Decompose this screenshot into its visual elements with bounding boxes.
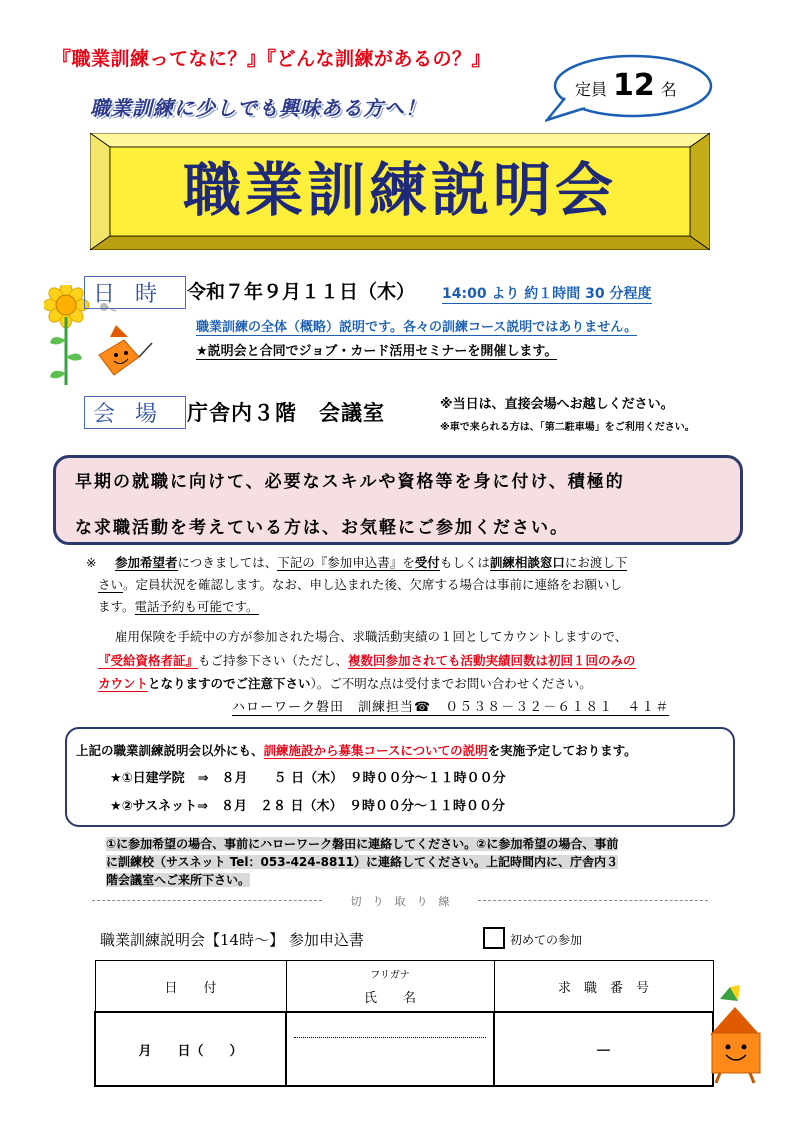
contact-info: ハローワーク磐田 訓練担当☎ ０５３８－３２－６１８１ ４１＃ — [232, 696, 669, 716]
cut-line-right — [478, 900, 708, 901]
callout-line-1: 早期の就職に向けて、必要なスキルや資格等を身に付け、積極的 — [75, 472, 625, 492]
capacity: 定員 12 名 — [575, 68, 677, 103]
venue: 庁舎内３階 会議室 — [187, 401, 385, 425]
form-title: 職業訓練説明会【14時～】 参加申込書 — [100, 931, 364, 949]
extra-intro: 上記の職業訓練説明会以外にも、訓練施設から募集コースについての説明を実施予定しております。 — [76, 743, 637, 758]
first-time-checkbox[interactable] — [483, 927, 505, 949]
parking-note: ※車で来られる方は、「第二駐車場」をご利用ください。 — [440, 422, 695, 433]
extra-session-2: ★②サスネット⇒ ８月 ２８ 日（木） ９時００分～１１時００分 — [110, 799, 506, 814]
seminar-note: ★説明会と合同でジョブ・カード活用セミナーを開催します。 — [196, 340, 557, 360]
first-time-label: 初めての参加 — [510, 933, 583, 947]
mascot-icon — [690, 985, 780, 1085]
col-jobno-header: 求 職 番 号 — [494, 961, 713, 1013]
cut-line-label: 切 り 取 り 線 — [350, 895, 450, 908]
callout-line-2: な求職活動を考えている方は、お気軽にご参加ください。 — [75, 518, 569, 538]
notes-line-5: 『受給資格者証』もご持参下さい（ただし、複数回参加されても活動実績回数は初回１回のみの — [98, 653, 636, 668]
extra-session-1: ★①日建学院 ⇒ ８月 ５ 日（木） ９時００分～１１時００分 — [110, 771, 506, 786]
top-question: 『職業訓練ってなに？』『どんな訓練があるの？』 — [52, 48, 492, 70]
overview-note: 職業訓練の全体（概略）説明です。各々の訓練コース説明ではありません。 — [196, 316, 637, 336]
notes-line-4: 雇用保険を手続中の方が参加された場合、求職活動実績の１回としてカウントしますので、 — [115, 629, 628, 644]
notes-line-3: ます。電話予約も可能です。 — [98, 599, 259, 614]
event-date: 令和７年９月１１日（木） — [187, 281, 416, 303]
date-input-cell[interactable]: 月 日（ ） — [95, 1012, 286, 1086]
notes-line-1: 参加希望者につきましては、下記の『参加申込書』を受付もしくは訓練相談窓口にお渡し下 — [115, 555, 628, 570]
venue-label: 会場 — [84, 396, 186, 429]
notes-line-2: さい。定員状況を確認します。なお、申し込まれた後、欠席する場合は事前に連絡をお願いし — [98, 577, 623, 592]
col-date-header: 日 付 — [95, 961, 286, 1013]
venue-note: ※当日は、直接会場へお越しください。 — [440, 397, 674, 412]
notes-line-6: カウントとなりますのでご注意下さい）。ご不明な点は受付までお問い合わせください。 — [98, 676, 592, 691]
date-label: 日時 — [84, 276, 186, 309]
application-form-table — [94, 960, 714, 1087]
col-name-header: フリガナ 氏 名 — [286, 961, 494, 1013]
event-time: 14:00 より 約１時間 30 分程度 — [442, 283, 652, 304]
notes-mark: ※ — [86, 555, 97, 570]
extra-instructions: ①に参加希望の場合、事前にハローワーク磐田に連絡してください。②に参加希望の場合、事前 に訓練校（サスネット Tel：053-424-8811）に連絡してください。上記時間内に、庁舎内３ 階会議室へご来所下さい。 — [106, 837, 619, 887]
page-title: 職業訓練説明会 — [182, 156, 617, 224]
jobno-input-cell[interactable]: － — [494, 1012, 713, 1086]
name-input-cell[interactable] — [286, 1012, 494, 1086]
sub-heading: 職業訓練に少しでも興味ある方へ！ — [90, 96, 426, 120]
